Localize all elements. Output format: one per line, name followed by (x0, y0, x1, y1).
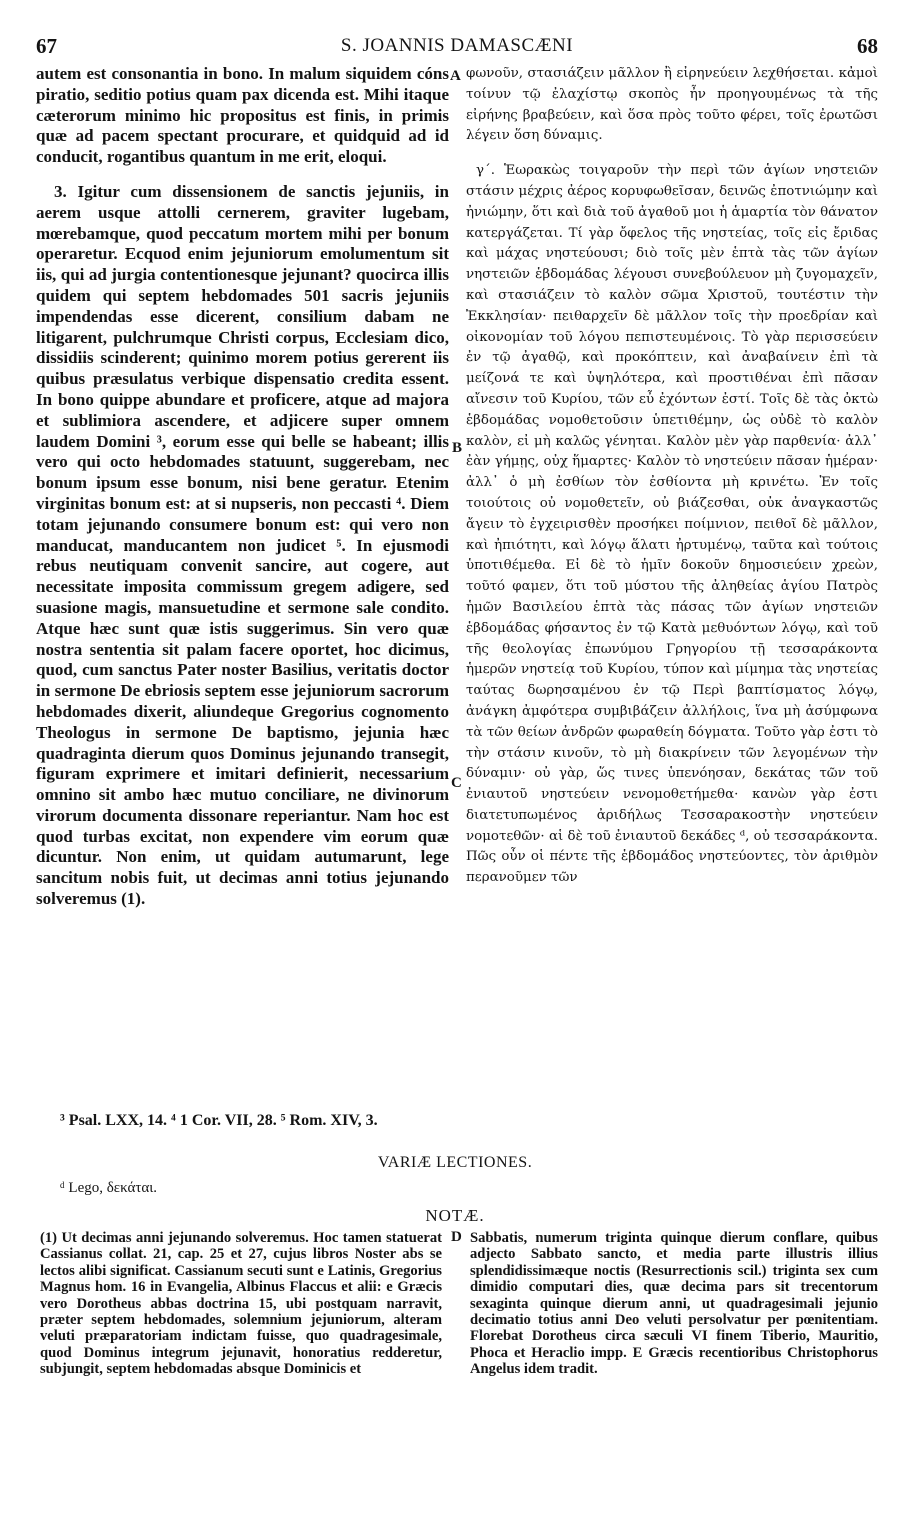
latin-paragraph-2: 3. Igitur cum dissensionem de sanctis jejuniis, in aerem usque attolli cernerem, graviter lugebam, mœrebamque, quod peccatum mortem mihi per bonum operaretur. Ecquod enim jejuniorum emolumentum sit iis, qui ad jurgia contentionesque jejunant? quocirca illis quidem qui septem hebdomades 501 sacris jejuniis impendendas esse dicerent, consilium dabam ne litigarent, pulchrumque Christi corpus, Ecclesiam dico, dissidiis scinderent; quinimo morem potius gererent iis quibus præsulatus verbique dispensatio credita essent. In bono quippe abundare et proficere, atque ad majora et sublimiora ascendere, et adjicere super omnem laudem Domini ³, eorum esse qui belle se habeant; illis vero qui octo hebdomades statuunt, suggerebam, nec bonum ipsum esse bonum, nisi bene geratur. Etenim virginitas bonum est: at si nupseris, non peccasti ⁴. Diem totam jejunando consumere bonum est: qui vero non manducat, manducantem non judicet ⁵. In ejusmodi rebus neutiquam convenit sancire, aut cogere, aut necessitate imposita commissum gregem adigere, sed suasione magis, mansuetudine et sermone sale condito. Atque hæc sunt quæ istis suggerimus. Sin vero quæ nostra sententia sit palam facere oportet, hoc dicimus, quod, cum sanctus Pater noster Basilius, veritatis doctor in sermone De ebriosis septem esse jejuniorum sacrorum hebdomades dixerit, aliundeque Gregorius cognomento Theologus in sermone De baptismo, jejunia hæc quadraginta dierum quos Dominus jejunando transegit, figuram exprimere et imitari definierit, necessarium omnino sit ambo hæc mutuo conciliare, ne divinorum virorum documenta dissonare reperiantur. Nam hoc est quod turbas excitat, non expendere vim eorum quæ dicuntur. Non enim, ut quidam autumarunt, lege sancitum nobis fuit, ut decimas anni totius jejunando solveremus (1). (36, 181, 449, 909)
notae-heading: NOTÆ. (425, 1206, 485, 1225)
greek-column (466, 64, 878, 889)
page-number-right: 68 (857, 34, 878, 58)
notae-right-text: Sabbatis, numerum triginta quinque dierum conflare, quibus adjecto Sabbato sancto, et media parte illustris illius splendidissimæque noctis (Resurrectionis scil.) triginta sex cum dimidio computari dies, quæ decima pars sit trecentorum sexaginta quinque dierum anni, ut quadragesimali jejunio decimatio totius anni Deo veluti persolvatur per pœnitentiam. Florebat Dorotheus circa sæculi VI finem Tiberio, Mauritio, Phoca et Heraclio impp. E Græcis recentioribus Christophorus Angelus idem tradit. (470, 1230, 878, 1378)
latin-column (36, 64, 449, 910)
variae-lectiones-item: ᵈ Lego, δεκάται. (60, 1180, 158, 1196)
notae-right-column (470, 1230, 878, 1378)
latin-paragraph-1: autem est consonantia in bono. In malum siquidem cóns piratio, seditio potius quam pax dicenda est. Mihi itaque cæterorum minimo hic propositus est finis, in primis quæ ad pacem spectant procurare, et quidquid ad id conducit, rogantibus quantum in me erit, eloqui. (36, 64, 449, 167)
notae-left-text: (1) Ut decimas anni jejunando solveremus. Hoc tamen statuerat Cassianus collat. 21, cap. 25 et 27, cujus libros Noster abs se lectos alibi significat. Cassianum secuti sunt e Latinis, Gregorius Magnus hom. 16 in Evangelia, Albinus Flaccus et alii: e Græcis vero Dorotheus abbas doctrina 15, ubi postquam narravit, præter septem hebdomades, solemnium jejuniorum, alteram veluti præparatoriam indictam fuisse, quo quadragesimale, quod Dominus integrum jejunavit, honoratius redderetur, subjungit, septem hebdomadas absque Dominicis et (40, 1230, 442, 1378)
running-title: S. JOANNIS DAMASCÆNI (340, 35, 574, 56)
notae-left-column (40, 1230, 442, 1378)
greek-paragraph-2: γ΄. Ἑωρακὼς τοιγαροῦν τὴν περὶ τῶν ἁγίων νηστειῶν στάσιν μέχρις ἀέρος κορυφωθεῖσαν, δεινῶς ἐποτνιώμην καὶ ἠνιώμην, ὅτι καὶ διὰ τοῦ ἀγαθοῦ μοι ἡ ἁμαρτία τὸν θάνατον κατεργάζεται. Τί γὰρ ὄφελος τῆς νηστείας, τοῖς εἰς ἔριδας καὶ μάχας νηστεύουσι; διὸ τοῖς μὲν ἑπτὰ τὰς τῶν ἁγίων νηστειῶν ἑβδομάδας λέγουσι συνεβούλευον μὴ ζυγομαχεῖν, καὶ στασιάζειν τὸ καλὸν σῶμα Χριστοῦ, τουτέστιν τὴν Ἐκκλησίαν· πειθαρχεῖν δὲ μᾶλλον τοῖς τὴν προεδρίαν καὶ οἰκονομίαν τοῦ λόγου πεπιστευμένοις. Τὸ γὰρ περισσεύειν ἐν τῷ ἀγαθῷ, καὶ προκόπτειν, καὶ ἀναβαίνειν ἐπὶ τὰ μείζονά τε καὶ ὑψηλότερα, καὶ προστιθέναι ἐπὶ πᾶσαν αἴνεσιν τοῦ Κυρίου, τῶν εὖ ἐχόντων ἐστί. Τοῖς δὲ τὰς ὀκτὼ ἑβδομάδας νομοθετοῦσιν ὑπετιθέμην, ὡς οὐδὲ τὸ καλὸν καλὸν, εἰ μὴ καλῶς γένηται. Καλὸν μὲν γὰρ παρθενία· ἀλλ᾿ ἐὰν γήμῃς, οὐχ ἥμαρτες· Καλὸν τὸ νηστεύειν πᾶσαν ἡμέραν· ἀλλ᾿ ὁ μὴ ἐσθίων τὸν ἐσθίοντα μὴ κρινέτω. Ἐν τοῖς τοιούτοις οὐ νομοθετεῖν, οὐ βιάζεσθαι, οὐκ ἀναγκαστῶς ἄγειν τὸ ἐγχειρισθὲν προσήκει ποίμνιον, πειθοῖ δὲ μᾶλλον, καὶ ἠπιότητι, καὶ λόγῳ ἅλατι ἠρτυμένῳ, ταῦτα καὶ τούτοις ὑποτιθέμεθα. Εἰ δὲ τὸ ἡμῖν δοκοῦν δημοσιεύειν χρεὼν, τοῦτό φαμεν, ὅτι τοῦ μύστου τῆς ἀληθείας ἁγίου Πατρὸς ἡμῶν Βασιλείου ἑπτὰ τὰς πάσας τῶν ἁγίων νηστειῶν ἑβδομάδας φήσαντος ἐν τῷ Κατὰ μεθυόντων λόγῳ, καὶ τοῦ τῆς θεολογίας ἐπωνύμου Γρηγορίου τῇ τεσσαράκοντα ἡμερῶν νηστείᾳ τοῦ Κυρίου, τύπον καὶ μίμημα τὰς νηστείας ταύτας δωρησαμένου ἐν τῷ Περὶ βαπτίσματος λόγῳ, ἀνάγκη ἀμφότερα συμβιβάζειν ἀλλήλοις, ἵνα μὴ ἀσύμφωνα τὰ τῶν θείων ἀνδρῶν φωραθείη δόγματα. Τοῦτο γὰρ ἐστι τὸ τὴν στάσιν κινοῦν, τὸ μὴ διακρίνειν τῶν λεγομένων τὴν δύναμιν· οὐ γὰρ, ὥς τινες ὑπενόησαν, δεκάτας τῶν τοῦ ἐνιαυτοῦ νηστεύειν νενομοθετήμεθα· κανὼν γὰρ ἐστι διατετυπωμένος ἀριδήλως Τεσσαρακοστὴν νηστεύειν νομοτεθῶν· αἱ δὲ τοῦ ἐνιαυτοῦ δεκάδες ᵈ, οὐ τεσσαράκοντα. Πῶς οὖν οἱ πέντε τῆς ἑβδομάδος νηστεύοντες, τὸν ἀριθμὸν περανοῦμεν τῶν (466, 163, 878, 886)
scripture-footnotes: ³ Psal. LXX, 14. ⁴ 1 Cor. VII, 28. ⁵ Rom. XIV, 3. (60, 1112, 378, 1129)
margin-mark-c: C (451, 775, 462, 791)
greek-paragraph-1: φωνοῦν, στασιάζειν μᾶλλον ἢ εἰρηνεύειν λεχθήσεται. κἀμοὶ τοίνυν τῷ ἐλαχίστῳ σκοπὸς ἦν προηγουμένως τὰ τῆς εἰρήνης βραβεύειν, καὶ ὅσα πρὸς τοῦτο φέρει, τοῖς ἐρωτῶσι λέγειν ὅση δύναμις. (466, 66, 878, 144)
margin-mark-a: A (450, 68, 461, 84)
variae-lectiones-heading: VARIÆ LECTIONES. (377, 1154, 533, 1171)
margin-mark-b: B (452, 440, 463, 456)
margin-mark-d: D (451, 1229, 462, 1245)
page-number-left: 67 (36, 34, 57, 58)
running-header (36, 34, 878, 58)
